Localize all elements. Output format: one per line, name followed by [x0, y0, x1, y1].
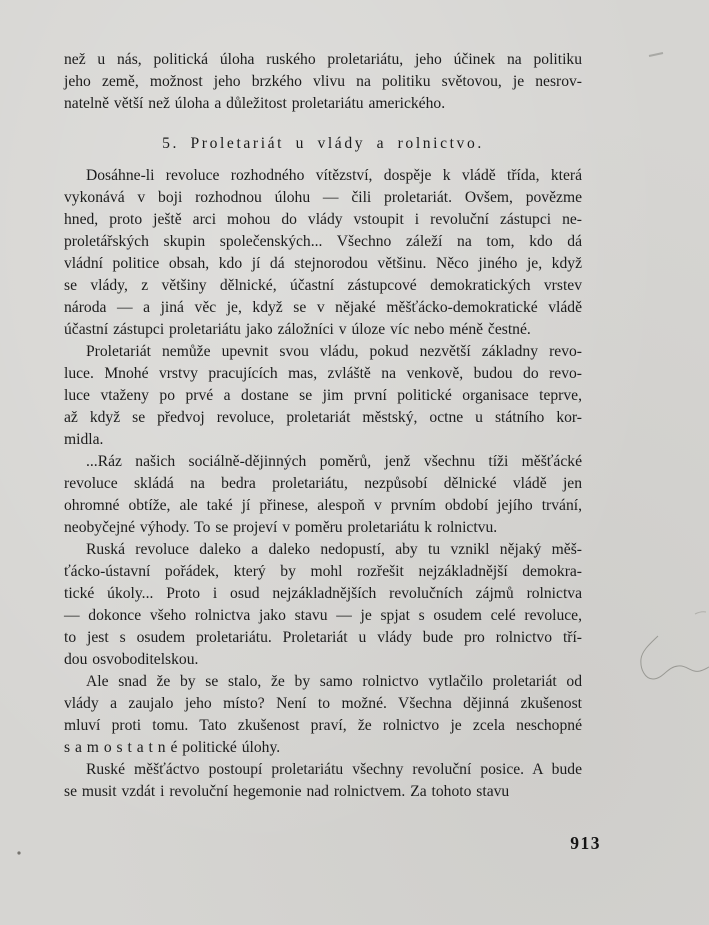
paragraph [64, 451, 582, 539]
text-line: s a m o s t a t n é politické úlohy. [64, 739, 281, 756]
text-line: luce. Mnohé vrstvy pracujících mas, zvláště na venkově, budou do revo- [64, 365, 582, 382]
text-line: neobyčejné výhody. To se projeví v poměru proletariátu k rolnictvu. [64, 519, 498, 536]
scan-hair-fragment [695, 612, 706, 614]
text-line: natelně větší než úloha a důležitost proletariátu amerického. [64, 95, 446, 112]
text-line: revoluce skládá na bedra proletariátu, nezpůsobí dělnické vládě jen [64, 475, 582, 492]
paragraph [64, 539, 582, 671]
section-heading: 5. Proletariát u vlády a rolnictvo. [162, 135, 484, 152]
body-paragraphs [64, 165, 582, 803]
text-line: Ruská revoluce daleko a daleko nedopustí, aby tu vznikl nějaký měš- [86, 541, 582, 558]
text-line: luce vtaženy po prvé a dostane se jim první politické organisace teprve, [64, 387, 582, 404]
text-line: národa — a jiná věc je, když se v nějaké měšťácko-demokratické vládě [64, 299, 582, 316]
scan-dash-artifact [649, 53, 663, 56]
text-line: Ale snad že by se stalo, že by samo rolnictvo vytlačilo proletariát od [86, 673, 582, 690]
text-line: ťácko-ústavní pořádek, který by mohl rozřešit nejzákladnější demokra- [64, 563, 582, 580]
text-line: — dokonce všeho rolnictva jako stavu — je spjat s osudem celé revoluce, [64, 607, 582, 624]
text-line: Dosáhne-li revoluce rozhodného vítězství, dospěje k vládě třída, která [86, 167, 582, 184]
text-line: hned, proto ještě arci mohou do vlády vstoupit i revoluční zástupci ne- [64, 211, 582, 228]
text-line: ohromné obtíže, ale také jí přinese, alespoň v prvním období jejího trvání, [64, 497, 582, 514]
paragraph [64, 671, 582, 759]
text-line: mluví proti tomu. Tato zkušenost praví, že rolnictvo je zcela neschopné [64, 717, 582, 734]
scan-speck [17, 851, 20, 854]
text-line: se vlády, z většiny dělnické, účastní zástupcové demokratických vrstev [64, 277, 582, 294]
text-line: Proletariát nemůže upevnit svou vládu, pokud nezvětší základny revo- [86, 343, 582, 360]
scan-hair-artifact [641, 636, 709, 679]
text-line: Ruské měšťáctvo postoupí proletariátu všechny revoluční posice. A bude [86, 761, 582, 778]
text-line: dou osvoboditelskou. [64, 651, 199, 668]
text-line: tické úkoly... Proto i osud nejzákladnějších revolučních zájmů rolnictva [64, 585, 582, 602]
text-line: vykonává v boji rozhodnou úlohu — čili proletariát. Ovšem, povězme [64, 189, 582, 206]
text-line: vlády a zaujalo jeho místo? Není to možné. Všechna dějinná zkušenost [64, 695, 582, 712]
text-line: ...Ráz našich sociálně-dějinných poměrů, jenž všechnu tíži měšťácké [86, 453, 582, 470]
paragraph [64, 759, 582, 803]
text-line: se musit vzdát i revoluční hegemonie nad rolnictvem. Za tohoto stavu [64, 783, 510, 800]
paragraph-continuation [64, 49, 582, 115]
text-column [64, 49, 582, 803]
text-line: to jest s osudem proletariátu. Proletariát u vlády bude pro rolnictvo tří- [64, 629, 582, 646]
paragraph [64, 341, 582, 451]
text-line: jeho země, možnost jeho brzkého vlivu na politiku světovou, je nesrov- [64, 73, 582, 90]
text-line: midla. [64, 431, 104, 448]
text-line: účastní zástupci proletariátu jako záložníci v úloze víc nebo méně čestné. [64, 321, 531, 338]
paragraph [64, 165, 582, 341]
text-line: vládní politice obsah, kdo jí dá stejnorodou většinu. Něco jiného je, když [64, 255, 582, 272]
text-line: až když se předvoj revoluce, proletariát městský, octne u státního kor- [64, 409, 582, 426]
text-line: než u nás, politická úloha ruského proletariátu, jeho účinek na politiku [64, 51, 582, 68]
page-number: 913 [570, 833, 601, 853]
text-line: proletářských skupin společenských... Všechno záleží na tom, kdo dá [64, 233, 582, 250]
